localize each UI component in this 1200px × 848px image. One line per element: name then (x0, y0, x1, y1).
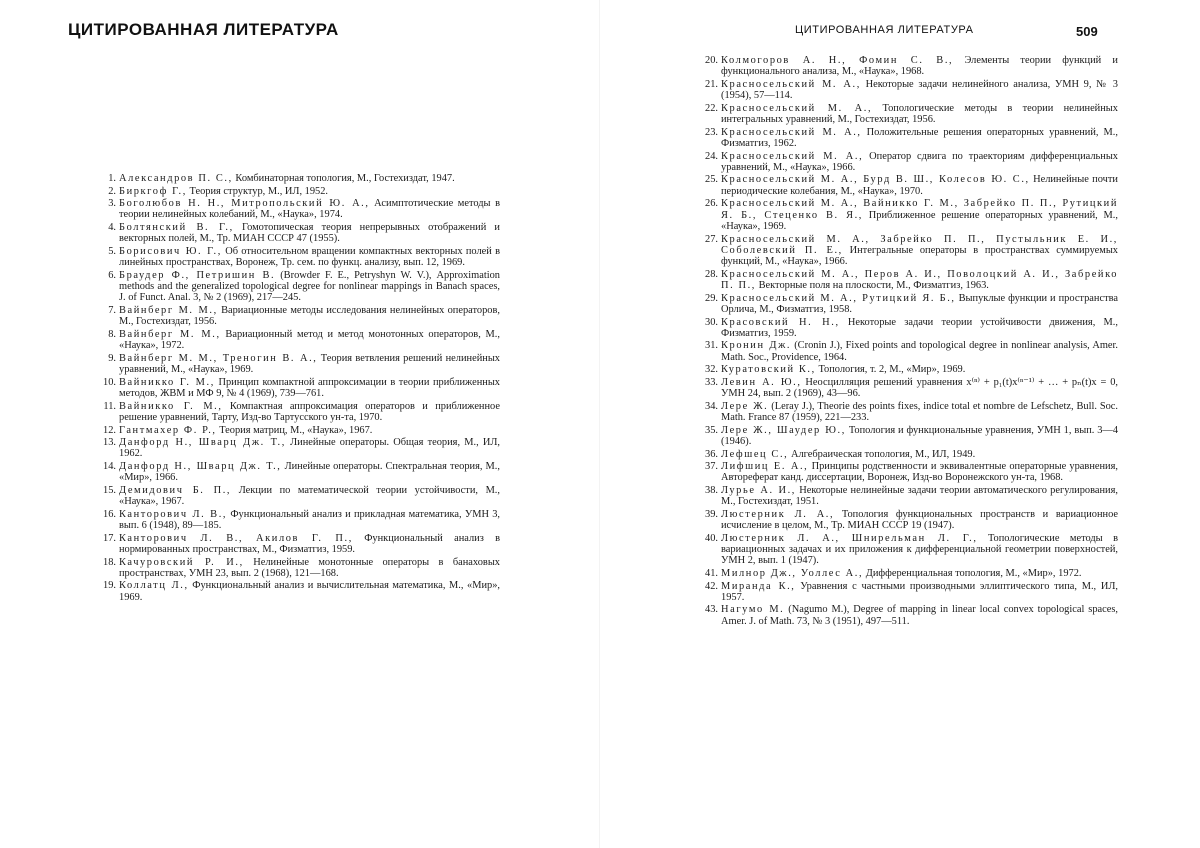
reference-author: Вайникко Г. М., (119, 400, 223, 412)
reference-author: Лере Ж., Шаудер Ю., (721, 424, 846, 436)
reference-text: Вариационные методы исследования нелинейных операторов, М., Гостехиздат, 1956. (119, 305, 500, 328)
reference-author: Нагумо М. (721, 604, 785, 616)
reference-item (98, 401, 500, 424)
reference-author: Красносельский М. А., Рутицкий Я. Б., (721, 292, 956, 304)
reference-text: Принципы родственности и эквивалентные операторные уравнения, Автореферат канд. диссертации, Воронеж, Изд-во Воронежского ун-та, 1968. (721, 461, 1118, 484)
running-head: ЦИТИРОВАННАЯ ЛИТЕРАТУРА (795, 24, 974, 36)
reference-text: Векторные поля на плоскости, М., Физматгиз, 1963. (756, 280, 989, 292)
reference-author: Колмогоров А. Н., Фомин С. В., (721, 55, 954, 66)
reference-text: Нелинейные монотонные операторы в банаховых пространствах, УМН 23, вып. 2 (1968), 121—168. (119, 556, 500, 579)
reference-number: 11. (103, 400, 116, 412)
reference-text: Оператор сдвига по траекториям дифференциальных уравнений, М., «Наука», 1966. (721, 150, 1118, 173)
reference-number: 5. (108, 245, 116, 257)
reference-author: Красносельский М. А., (721, 126, 862, 138)
reference-author: Гантмахер Ф. Р., (119, 424, 217, 436)
reference-item (700, 234, 1118, 268)
reference-item (98, 437, 500, 460)
reference-number: 33. (705, 376, 718, 388)
reference-number: 40. (705, 532, 718, 544)
reference-author: Лифшиц Е. А., (721, 461, 809, 473)
reference-number: 25. (705, 174, 718, 186)
reference-number: 26. (705, 198, 718, 210)
reference-number: 18. (103, 556, 116, 568)
reference-item (98, 173, 500, 184)
reference-text: Некоторые нелинейные задачи теории автоматического регулирования, М., Гостехиздат, 1951. (721, 485, 1118, 508)
reference-author: Красносельский М. А., (721, 150, 864, 162)
reference-item (98, 533, 500, 556)
reference-author: Куратовский К., (721, 364, 816, 376)
reference-item (700, 151, 1118, 174)
reference-number: 24. (705, 150, 718, 162)
reference-item (98, 270, 500, 304)
reference-number: 42. (705, 580, 718, 592)
reference-number: 13. (103, 437, 116, 449)
reference-text: (Nagumo M.), Degree of mapping in linear local convex topological spaces, Amer. J. of Math. 73, № 3 (1951), 497—511. (721, 604, 1119, 627)
reference-number: 17. (103, 532, 116, 544)
reference-author: Коллатц Л., (119, 580, 189, 592)
reference-text: Топология функциональных пространств и вариационное исчисление в целом, М., Тр. МИАН СССР 19 (1947). (721, 508, 1119, 532)
reference-number: 37. (705, 461, 718, 473)
reference-number: 3. (108, 198, 116, 210)
reference-text: Теория структур, М., ИЛ, 1952. (186, 185, 329, 197)
reference-item (700, 174, 1118, 197)
reference-author: Александров П. С., (119, 173, 233, 184)
reference-author: Люстерник Л. А., Шнирельман Л. Г., (721, 532, 978, 544)
reference-list-right (700, 55, 1118, 628)
reference-item (98, 580, 500, 603)
reference-item (98, 461, 500, 484)
reference-author: Лере Ж. (721, 400, 769, 412)
reference-text: Теория ветвления решений нелинейных уравнений, М., «Наука», 1969. (119, 352, 500, 376)
reference-text: Функциональный анализ в нормированных пространствах, М., Физматгиз, 1959. (119, 532, 500, 555)
reference-author: Лефшец С., (721, 448, 789, 460)
reference-text: Компактная аппроксимация операторов и приближенное решение уравнений, Тарту, Изд-во Тартусского ун-та, 1970. (119, 400, 500, 423)
reference-text: Комбинаторная топология, М., Гостехиздат, 1947. (232, 173, 455, 184)
reference-text: Элементы теории функций и функционального анализа, М., «Наука», 1968. (721, 55, 1118, 78)
reference-number: 31. (705, 340, 718, 352)
reference-item (700, 449, 1118, 460)
reference-number: 2. (108, 185, 116, 197)
reference-author: Красовский Н. Н., (721, 316, 840, 328)
reference-author: Миранда К., (721, 580, 796, 592)
reference-number: 14. (103, 460, 116, 472)
reference-number: 39. (705, 508, 718, 520)
reference-item (98, 485, 500, 508)
reference-item (700, 364, 1118, 375)
reference-author: Милнор Дж., Уоллес А., (721, 568, 864, 579)
reference-number: 35. (705, 424, 718, 436)
reference-text: Теория матриц, М., «Наука», 1967. (216, 424, 373, 436)
reference-text: Дифференциальная топология, М., «Мир», 1972. (863, 568, 1082, 579)
reference-item (98, 186, 500, 197)
reference-number: 21. (705, 78, 718, 90)
reference-text: Приближенное решение операторных уравнений, М., «Наука», 1969. (721, 209, 1118, 232)
reference-author: Болтянский В. Г., (119, 222, 234, 234)
reference-item (700, 377, 1118, 400)
reference-item (700, 340, 1118, 363)
reference-number: 41. (705, 568, 718, 579)
reference-author: Красносельский М. А., Бурд В. Ш., Колесов Ю. С., (721, 174, 1030, 186)
reference-number: 15. (103, 484, 116, 496)
reference-author: Красносельский М. А., (721, 78, 861, 90)
reference-text: Положительные решения операторных уравнений, М., Физматгиз, 1962. (721, 126, 1118, 149)
reference-item (700, 581, 1118, 604)
reference-author: Данфорд Н., Шварц Дж. Т., (119, 460, 282, 472)
reference-number: 34. (705, 400, 718, 412)
reference-author: Красносельский М. А., Вайникко Г. М., Забрейко П. П., Рутицкий Я. Б., Стеценко В. Я., (721, 198, 1118, 221)
reference-author: Канторович Л. В., Акилов Г. П., (119, 532, 353, 544)
reference-author: Кронин Дж. (721, 340, 792, 352)
reference-author: Браудер Ф., Петришин В. (119, 269, 276, 281)
reference-author: Лурье А. И., (721, 485, 796, 497)
reference-author: Левин А. Ю., (721, 376, 802, 388)
reference-item (700, 604, 1118, 627)
reference-number: 6. (108, 269, 116, 281)
reference-number: 23. (705, 126, 718, 138)
reference-text: (Browder F. E., Petryshyn W. V.), Approximation methods and the generalized topological degree for nonlinear mappings in Banach spaces, J. of Funct. Anal. 3, № 2 (1969), 217—245. (119, 269, 500, 304)
reference-text: Функциональный анализ и вычислительная математика, М., «Мир», 1969. (119, 580, 500, 603)
reference-number: 9. (108, 352, 116, 364)
reference-text: Некоторые задачи нелинейного анализа, УМН 9, № 3 (1954), 57—114. (721, 78, 1118, 102)
reference-item (98, 557, 500, 580)
reference-text: Интегральные операторы в пространствах суммируемых функций, М., «Наука», 1966. (721, 244, 1118, 268)
reference-text: (Leray J.), Theorie des points fixes, indice total et nombre de Lefschetz, Bull. Soc. Math. France 87 (1959), 221—233. (721, 400, 1118, 424)
page-title: ЦИТИРОВАННАЯ ЛИТЕРАТУРА (68, 20, 339, 39)
right-page (600, 0, 1200, 848)
reference-text: Алгебраическая топология, М., ИЛ, 1949. (788, 448, 976, 460)
reference-text: Топологические методы в вариационных задачах и их приложения к дифференциальной геометрии поверхностей, УМН 2, вып. 1 (1947). (721, 532, 1118, 567)
reference-number: 8. (108, 328, 116, 340)
reference-item (98, 329, 500, 352)
reference-number: 16. (103, 508, 116, 520)
reference-number: 32. (705, 364, 718, 376)
reference-number: 20. (705, 55, 718, 66)
page-number: 509 (1076, 24, 1098, 39)
reference-text: Линейные операторы. Общая теория, М., ИЛ, 1962. (119, 437, 500, 460)
reference-item (700, 293, 1118, 316)
reference-item (98, 198, 500, 221)
reference-author: Биркгоф Г., (119, 185, 187, 197)
reference-text: Некоторые задачи теории устойчивости движения, М., Физматгиз, 1959. (721, 316, 1118, 339)
reference-text: Уравнения с частными производными эллиптического типа, М., ИЛ, 1957. (721, 580, 1119, 603)
reference-item (700, 55, 1118, 78)
reference-item (98, 222, 500, 245)
reference-author: Красносельский М. А., Перов А. И., Поволоцкий А. И., Забрейко П. П., (721, 268, 1118, 292)
reference-number: 4. (108, 222, 116, 234)
reference-text: Асимптотические методы в теории нелинейных колебаний, М., «Наука», 1974. (119, 198, 500, 221)
reference-text: Вариационный метод и метод монотонных операторов, М., «Наука», 1972. (119, 328, 500, 352)
reference-text: Нелинейные почти периодические колебания, М., «Наука», 1970. (721, 174, 1118, 197)
reference-text: Топологические методы в теории нелинейных интегральных уравнений, М., Гостехиздат, 1956. (721, 102, 1118, 126)
reference-text: Принцип компактной аппроксимации в теории приближенных методов, ЖВМ и МФ 9, № 4 (1969), 739—761. (119, 376, 500, 400)
reference-author: Люстерник Л. А., (721, 508, 835, 520)
reference-number: 38. (705, 485, 718, 497)
reference-item (700, 425, 1118, 448)
reference-item (700, 269, 1118, 292)
reference-number: 27. (705, 233, 718, 245)
reference-number: 19. (103, 580, 116, 592)
reference-item (700, 568, 1118, 579)
reference-text: Лекции по математической теории устойчивости, М., «Наука», 1967. (119, 484, 500, 508)
reference-number: 10. (103, 376, 116, 388)
reference-number: 29. (705, 292, 718, 304)
reference-author: Вайнберг М. М., (119, 328, 221, 340)
reference-number: 7. (108, 305, 116, 317)
reference-author: Вайнберг М. М., Треногин В. А., (119, 352, 318, 364)
reference-item (98, 305, 500, 328)
reference-author: Данфорд Н., Шварц Дж. Т., (119, 437, 286, 449)
reference-text: Об относительном вращении компактных векторных полей в линейных пространствах, Воронеж, Тр. сем. по функц. анализу, вып. 12, 1969. (119, 245, 500, 269)
reference-author: Демидович Б. П., (119, 484, 232, 496)
reference-number: 36. (705, 448, 718, 460)
reference-item (700, 198, 1118, 232)
reference-text: Функциональный анализ и прикладная математика, УМН 3, вып. 6 (1948), 89—185. (119, 508, 500, 532)
reference-author: Канторович Л. В., (119, 508, 228, 520)
reference-item (700, 509, 1118, 532)
reference-text: Неосцилляция решений уравнения x⁽ⁿ⁾ + p₁(t)x⁽ⁿ⁻¹⁾ + … + pₙ(t)x = 0, УМН 24, вып. 2 (1969), 43—96. (721, 376, 1118, 400)
reference-item (98, 509, 500, 532)
reference-text: Гомотопическая теория непрерывных отображений и векторных полей, М., Тр. МИАН СССР 47 (1955). (119, 222, 500, 245)
reference-number: 12. (103, 424, 116, 436)
reference-author: Вайнберг М. М., (119, 305, 218, 317)
reference-number: 1. (108, 173, 116, 184)
reference-text: Топология и функциональные уравнения, УМН 1, вып. 3—4 (1946). (721, 424, 1119, 447)
reference-item (700, 485, 1118, 508)
reference-number: 30. (705, 316, 718, 328)
reference-number: 22. (705, 102, 718, 114)
reference-text: (Cronin J.), Fixed points and topological degree in nonlinear analysis, Amer. Math. Soc., Providence, 1964. (721, 340, 1118, 363)
reference-author: Вайникко Г. М., (119, 376, 215, 388)
reference-item (700, 401, 1118, 424)
reference-author: Красносельский М. А., (721, 102, 873, 114)
reference-item (700, 127, 1118, 150)
reference-number: 28. (705, 268, 718, 280)
reference-text: Топология, т. 2, М., «Мир», 1969. (815, 364, 966, 376)
reference-author: Качуровский Р. И., (119, 556, 244, 568)
reference-text: Выпуклые функции и пространства Орлича, М., Физматгиз, 1958. (721, 292, 1119, 315)
reference-item (98, 425, 500, 436)
reference-number: 43. (705, 604, 718, 616)
reference-item (700, 461, 1118, 484)
reference-item (700, 103, 1118, 126)
reference-author: Борисович Ю. Г., (119, 245, 222, 257)
reference-item (98, 246, 500, 269)
reference-list-left (98, 173, 500, 604)
reference-item (700, 79, 1118, 102)
reference-item (98, 353, 500, 376)
reference-item (98, 377, 500, 400)
reference-author: Красносельский М. А., Забрейко П. П., Пустыльник Е. И., Соболевский П. Е., (721, 233, 1118, 256)
reference-text: Линейные операторы. Спектральная теория, М., «Мир», 1966. (119, 460, 500, 484)
reference-item (700, 317, 1118, 340)
reference-author: Боголюбов Н. Н., Митропольский Ю. А., (119, 198, 370, 210)
reference-item (700, 533, 1118, 567)
